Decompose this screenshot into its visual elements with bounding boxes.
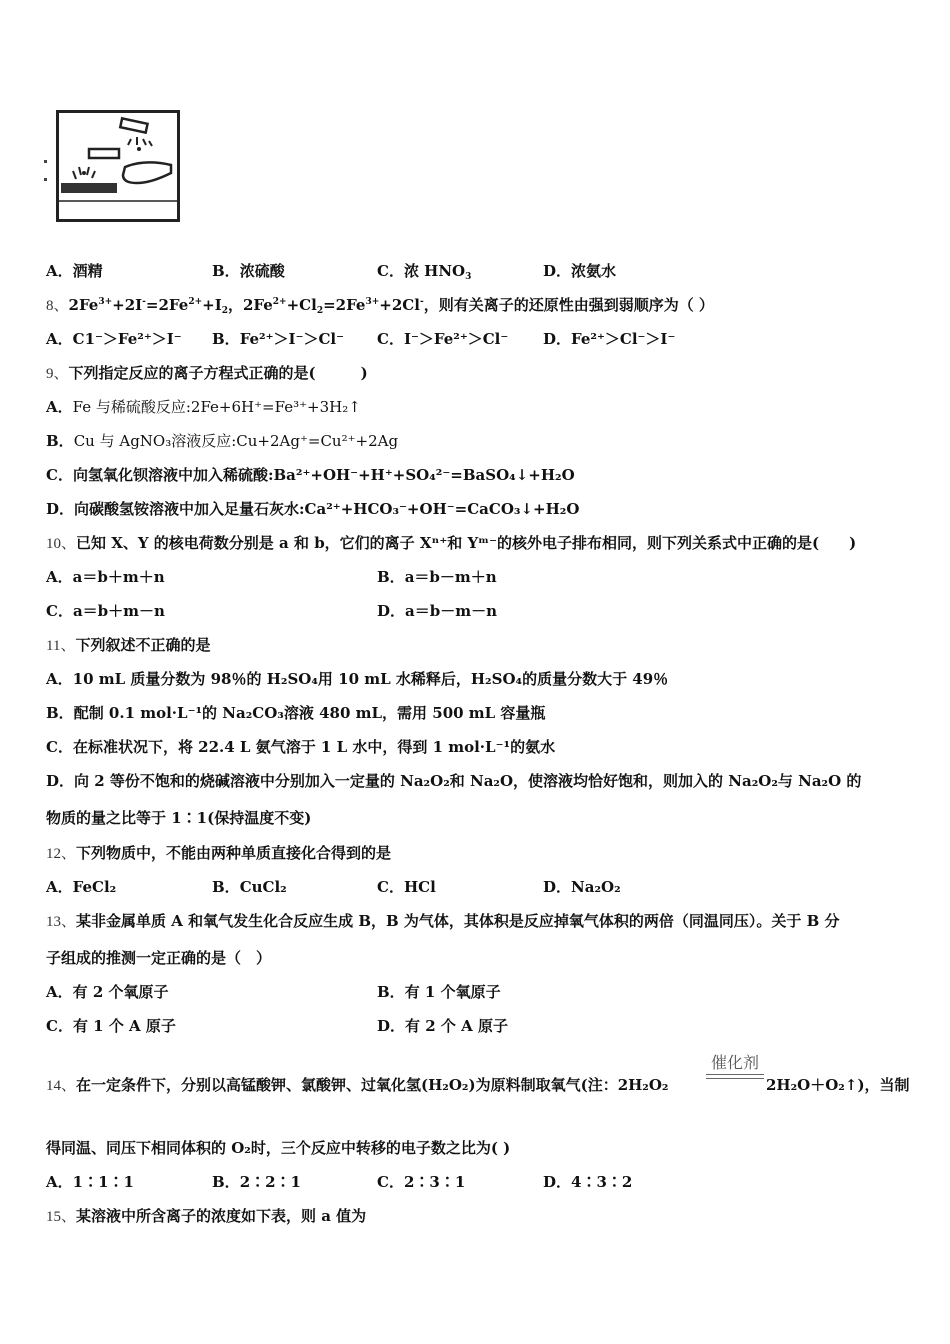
q10-option-c[interactable] — [46, 601, 165, 621]
q11-option-d-continued — [46, 808, 311, 828]
option-letter: B． — [377, 983, 405, 1001]
option-text: Fe 与稀硫酸反应:2Fe+6H⁺=Fe³⁺+3H₂↑ — [72, 398, 361, 416]
corrosive-hazard-icon — [59, 113, 177, 219]
option-text: a＝b－m＋n — [404, 568, 497, 586]
stem-part: ，则有关离子的还原性由强到弱顺序为（ ） — [423, 296, 714, 314]
q7-option-a[interactable] — [46, 261, 103, 281]
q9-option-d[interactable] — [46, 499, 579, 519]
option-letter: A． — [46, 878, 73, 896]
option-letter: C． — [377, 262, 404, 280]
option-text: a＝b＋m＋n — [72, 568, 165, 586]
option-text: CuCl₂ — [239, 878, 287, 896]
option-letter: B． — [212, 262, 240, 280]
question-number: 14、 — [46, 1078, 77, 1094]
option-text: 浓 HNO — [403, 262, 466, 280]
question-number: 9、 — [46, 366, 69, 382]
q12-option-c[interactable] — [377, 877, 436, 897]
option-text: a＝b－m－n — [405, 602, 498, 620]
option-letter: C． — [46, 1017, 73, 1035]
option-letter: D． — [377, 602, 406, 620]
stem-part: +2Cl — [379, 296, 420, 314]
option-text: FeCl₂ — [72, 878, 117, 896]
q14-option-a[interactable] — [46, 1172, 134, 1192]
option-letter: D． — [543, 262, 572, 280]
option-text: 2∶3∶1 — [403, 1173, 466, 1191]
option-letter: B． — [46, 432, 74, 450]
stem-text: 在一定条件下，分别以高锰酸钾、氯酸钾、过氧化氢(H₂O₂)为原料制取氧气(注：2H₂O₂ — [76, 1076, 669, 1094]
stem-text: 得同温、同压下相同体积的 O₂时，三个反应中转移的电子数之比为( ) — [46, 1139, 511, 1157]
option-text: 物质的量之比等于 1∶1(保持温度不变) — [46, 809, 312, 827]
subscript: 3 — [465, 272, 472, 282]
option-letter: A． — [46, 1173, 73, 1191]
q13-option-b[interactable] — [377, 982, 501, 1002]
option-letter: C． — [46, 466, 73, 484]
option-text: Na₂O₂ — [571, 878, 621, 896]
q12-option-b[interactable] — [212, 877, 287, 897]
option-letter: D． — [377, 1017, 406, 1035]
q13-option-c[interactable] — [46, 1016, 176, 1036]
stem-part: +2I — [112, 296, 143, 314]
superscript: 2+ — [272, 297, 287, 307]
option-text: C1⁻＞Fe²⁺＞I⁻ — [72, 330, 182, 348]
option-letter: D． — [46, 500, 75, 518]
option-letter: A． — [46, 983, 73, 1001]
option-letter: A． — [46, 262, 73, 280]
superscript: 2+ — [188, 297, 203, 307]
q8-option-c[interactable] — [377, 329, 508, 349]
q11-option-c[interactable] — [46, 737, 555, 757]
q10-stem — [46, 533, 856, 554]
q11-option-d[interactable] — [46, 771, 861, 791]
q14-option-b[interactable] — [212, 1172, 301, 1192]
q11-stem — [46, 635, 210, 656]
question-number: 12、 — [46, 846, 77, 862]
corrosive-hazard-image — [56, 110, 180, 222]
superscript: 3+ — [365, 297, 380, 307]
superscript: 3+ — [98, 297, 113, 307]
option-text: 4∶3∶2 — [571, 1173, 633, 1191]
option-text: 向碳酸氢铵溶液中加入足量石灰水:Ca²⁺+HCO₃⁻+OH⁻=CaCO₃↓+H₂O — [74, 500, 580, 518]
stem-part: ，2Fe — [227, 296, 273, 314]
option-letter: D． — [46, 772, 75, 790]
option-text: Fe²⁺＞I⁻＞Cl⁻ — [239, 330, 345, 348]
q14-stem-continued — [46, 1138, 510, 1158]
q9-option-b[interactable] — [46, 431, 398, 451]
option-letter: C． — [46, 602, 73, 620]
question-number: 10、 — [46, 536, 77, 552]
q12-option-a[interactable] — [46, 877, 116, 897]
option-text: 有 1 个 A 原子 — [72, 1017, 176, 1035]
q10-option-d[interactable] — [377, 601, 497, 621]
option-letter: A． — [46, 330, 73, 348]
option-letter: C． — [377, 878, 404, 896]
reaction-arrow-bar — [706, 1074, 764, 1079]
subscript: 2 — [316, 306, 324, 316]
option-text: 10 mL 质量分数为 98％的 H₂SO₄用 10 mL 水稀释后，H₂SO₄的质量分数大于 49％ — [72, 670, 669, 688]
q13-option-a[interactable] — [46, 982, 169, 1002]
stem-text: 某溶液中所含离子的浓度如下表，则 a 值为 — [76, 1207, 367, 1225]
question-number: 11、 — [46, 638, 76, 654]
decorative-dot — [44, 160, 47, 163]
q7-option-d[interactable] — [543, 261, 616, 281]
stem-part: +I — [202, 296, 222, 314]
q10-option-b[interactable] — [377, 567, 497, 587]
decorative-dot — [44, 178, 47, 181]
option-text: Fe²⁺＞Cl⁻＞I⁻ — [571, 330, 676, 348]
stem-text: 子组成的推测一定正确的是（ ） — [46, 949, 272, 967]
q8-option-d[interactable] — [543, 329, 675, 349]
option-text: a＝b＋m－n — [72, 602, 165, 620]
superscript: - — [142, 297, 146, 307]
option-text: I⁻＞Fe²⁺＞Cl⁻ — [403, 330, 509, 348]
superscript: - — [419, 297, 424, 307]
q12-stem — [46, 843, 391, 864]
q8-option-b[interactable] — [212, 329, 344, 349]
option-letter: D． — [543, 330, 572, 348]
option-letter: A． — [46, 398, 73, 416]
option-text: 2∶2∶1 — [239, 1173, 301, 1191]
q9-stem — [46, 363, 368, 384]
q8-option-a[interactable] — [46, 329, 182, 349]
option-text: HCl — [403, 878, 436, 896]
q11-option-b[interactable] — [46, 703, 545, 723]
q14-option-d[interactable] — [543, 1172, 632, 1192]
option-text: 浓氨水 — [571, 262, 617, 280]
stem-text: 某非金属单质 A 和氧气发生化合反应生成 B，B 为气体，其体积是反应掉氧气体积的两倍（同温同压）。关于 B 分 — [76, 912, 840, 930]
q9-option-a[interactable] — [46, 397, 361, 417]
stem-part: =2Fe — [145, 296, 189, 314]
subscript: 2 — [221, 306, 228, 316]
option-letter: B． — [212, 330, 240, 348]
q13-option-d[interactable] — [377, 1016, 508, 1036]
stem-part: =2Fe — [323, 296, 366, 314]
q7-option-c[interactable] — [377, 261, 471, 281]
question-number: 13、 — [46, 914, 77, 930]
catalyst-label: 催化剂 — [710, 1053, 759, 1072]
q13-stem — [46, 911, 840, 932]
q10-option-a[interactable] — [46, 567, 165, 587]
option-text: 配制 0.1 mol·L⁻¹的 Na₂CO₃溶液 480 mL，需用 500 mL 容量瓶 — [73, 704, 546, 722]
q11-option-a[interactable] — [46, 669, 668, 689]
option-letter: A． — [46, 670, 73, 688]
question-number: 8、 — [46, 298, 69, 314]
option-text: 有 2 个 A 原子 — [405, 1017, 508, 1035]
q14-option-c[interactable] — [377, 1172, 465, 1192]
option-letter: D． — [543, 1173, 572, 1191]
option-letter: B． — [377, 568, 405, 586]
option-text: 在标准状况下，将 22.4 L 氨气溶于 1 L 水中，得到 1 mol·L⁻¹的氨水 — [72, 738, 556, 756]
stem-text: 已知 X、Y 的核电荷数分别是 a 和 b，它们的离子 Xⁿ⁺和 Yᵐ⁻的核外电子排布相同，则下列关系式中正确的是( ) — [76, 534, 857, 552]
option-letter: B． — [212, 1173, 240, 1191]
stem-text: 下列叙述不正确的是 — [75, 636, 211, 654]
q13-stem-continued — [46, 948, 271, 968]
option-letter: C． — [46, 738, 73, 756]
option-letter: C． — [377, 1173, 404, 1191]
option-letter: B． — [46, 704, 74, 722]
stem-text: 2H₂O＋O₂↑)，当制 — [766, 1076, 910, 1094]
option-letter: B． — [212, 878, 240, 896]
stem-part: +Cl — [286, 296, 317, 314]
option-text: 浓硫酸 — [239, 262, 285, 280]
q7-option-b[interactable] — [212, 261, 285, 281]
option-text: 酒精 — [72, 262, 103, 280]
option-letter: D． — [543, 878, 572, 896]
option-letter: C． — [377, 330, 404, 348]
q14-stem-after-catalyst — [766, 1075, 910, 1095]
q12-option-d[interactable] — [543, 877, 621, 897]
option-text: 有 2 个氧原子 — [72, 983, 169, 1001]
stem-part: 2Fe — [68, 296, 99, 314]
option-text: 向 2 等份不饱和的烧碱溶液中分别加入一定量的 Na₂O₂和 Na₂O，使溶液均恰好饱和，则加入的 Na₂O₂与 Na₂O 的 — [74, 772, 862, 790]
q15-stem — [46, 1206, 366, 1227]
option-text: 向氢氧化钡溶液中加入稀硫酸:Ba²⁺+OH⁻+H⁺+SO₄²⁻=BaSO₄↓+H₂O — [72, 466, 575, 484]
option-text: 1∶1∶1 — [72, 1173, 134, 1191]
option-text: 有 1 个氧原子 — [404, 983, 501, 1001]
stem-text: 下列物质中，不能由两种单质直接化合得到的是 — [76, 844, 392, 862]
q9-option-c[interactable] — [46, 465, 575, 485]
option-letter: A． — [46, 568, 73, 586]
stem-text: 下列指定反应的离子方程式正确的是( ) — [68, 364, 368, 382]
q14-stem — [46, 1075, 669, 1096]
q8-stem — [46, 295, 714, 316]
option-text: Cu 与 AgNO₃溶液反应:Cu+2Ag⁺=Cu²⁺+2Ag — [73, 432, 399, 450]
question-number: 15、 — [46, 1209, 77, 1225]
